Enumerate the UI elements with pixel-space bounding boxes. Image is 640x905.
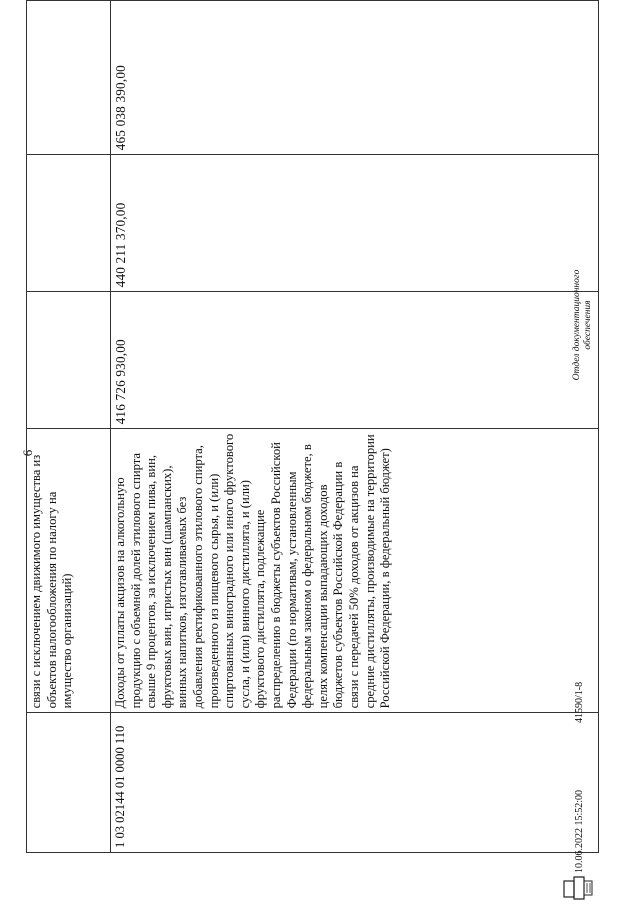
row-value-1	[27, 292, 111, 429]
printer-stamp-icon	[560, 873, 600, 901]
footer-doc-number: 41590/1-8	[574, 681, 585, 723]
department-stamp: Отдел документационного обеспечения	[572, 269, 593, 381]
row-code-cell	[27, 713, 111, 853]
table-row	[111, 1, 599, 853]
footer-timestamp: 10.06.2022 15:52:00	[574, 789, 585, 873]
row-code-cell: 1 03 02144 01 0000 110	[111, 713, 599, 853]
page-number: 6	[20, 449, 35, 457]
row-value-3	[27, 1, 111, 155]
row-name-cell: связи с исключением движимого имущества из объектов налогообложения по налогу на имущество организаций)	[27, 429, 111, 713]
budget-table	[26, 0, 599, 853]
row-value-3: 465 038 390,00	[111, 1, 599, 155]
row-name-cell: Доходы от уплаты акцизов на алкогольную продукцию с объемной долей этилового спирта свыше 9 процентов, за исключением пива, вин, фруктовых вин, игристых вин (шампанских), винных напитков, изготавливаемых без добавления ректификованного этилового спирта, произведенного из пищевого сырья, и (или) спиртованных виноградного или иного фруктового сусла, и (или) винного дистиллята, и (или) фруктового дистиллята, подлежащие распределению в бюджеты субъектов Российской Федерации (по нормативам, установленным федеральным законом о федеральном бюджете, в целях компенсации выпадающих доходов бюджетов субъектов Российской Федерации в связи с передачей 50% доходов от акцизов на средние дистилляты, производимые на территории Российской Федерации, в федеральный бюджет)	[111, 429, 599, 713]
row-value-1: 416 726 930,00	[111, 292, 599, 429]
table-row	[27, 1, 111, 853]
row-value-2	[27, 155, 111, 292]
row-value-2: 440 211 370,00	[111, 155, 599, 292]
